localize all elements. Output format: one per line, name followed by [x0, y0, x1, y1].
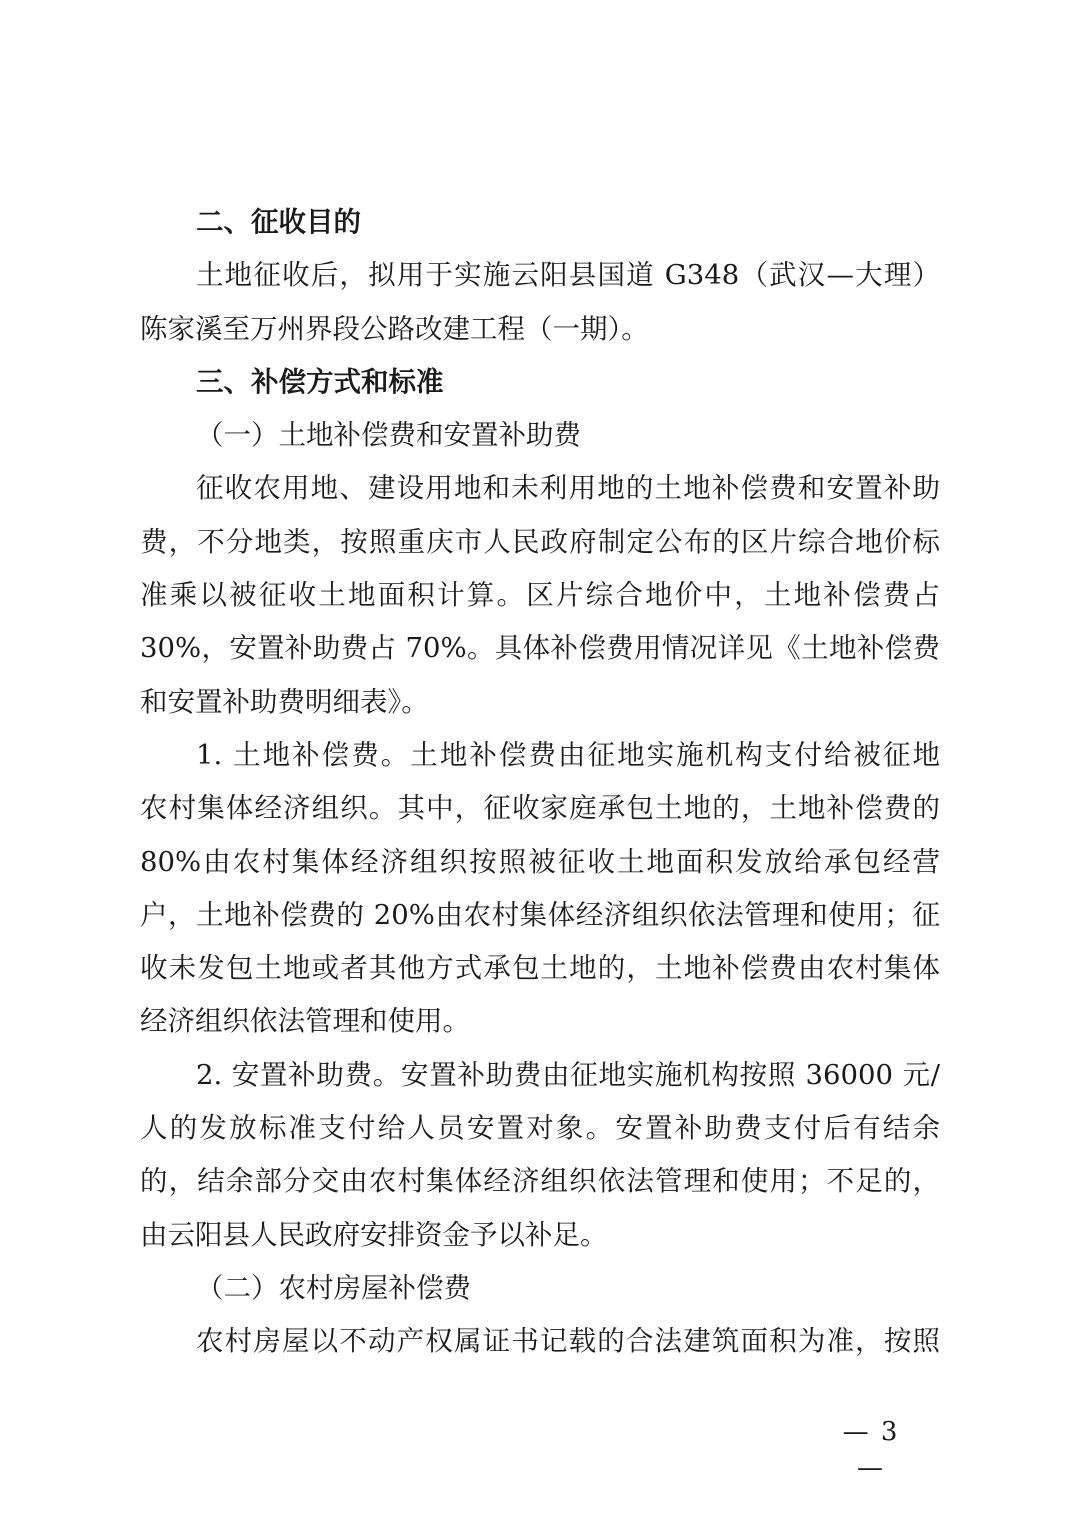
document-page — [140, 196, 940, 1369]
paragraph-line: 陈家溪至万州界段公路改建工程（一期）。 — [140, 312, 649, 345]
paragraph-line: 的，结余部分交由农村集体经济组织依法管理和使用；不足的， — [140, 1165, 940, 1198]
paragraph-line: 1. 土地补偿费。土地补偿费由征地实施机构支付给被征地 — [196, 738, 940, 771]
paragraph-line: 和安置补助费明细表》。 — [140, 685, 429, 718]
paragraph-line: 准乘以被征收土地面积计算。区片综合地价中，土地补偿费占 — [140, 579, 940, 612]
paragraph-line: 由云阳县人民政府安排资金予以补足。 — [140, 1218, 608, 1251]
page-number: — 3 — — [842, 1417, 900, 1483]
paragraph-line: 农村房屋以不动产权属证书记载的合法建筑面积为准，按照 — [196, 1325, 940, 1358]
paragraph-line: 80%由农村集体经济组织按照被征收土地面积发放给承包经营 — [140, 845, 940, 878]
paragraph-line: 人的发放标准支付给人员安置对象。安置补助费支付后有结余 — [140, 1112, 940, 1145]
paragraph-line: 土地征收后，拟用于实施云阳县国道 G348（武汉—大理） — [196, 259, 940, 292]
paragraph-line: 30%，安置补助费占 70%。具体补偿费用情况详见《土地补偿费 — [140, 632, 940, 665]
subsection-heading-land-compensation: （一）土地补偿费和安置补助费 — [196, 419, 581, 452]
paragraph-line: 费，不分地类，按照重庆市人民政府制定公布的区片综合地价标 — [140, 525, 940, 558]
paragraph-line: 收未发包土地或者其他方式承包土地的，土地补偿费由农村集体 — [140, 952, 940, 985]
subsection-heading-house-compensation: （二）农村房屋补偿费 — [196, 1271, 471, 1304]
paragraph-line: 户，土地补偿费的 20%由农村集体经济组织依法管理和使用；征 — [140, 898, 940, 931]
paragraph-line: 征收农用地、建设用地和未利用地的土地补偿费和安置补助 — [196, 472, 940, 505]
section-heading-compensation: 三、补偿方式和标准 — [196, 365, 444, 398]
section-heading-purpose: 二、征收目的 — [196, 206, 361, 238]
paragraph-line: 农村集体经济组织。其中，征收家庭承包土地的，土地补偿费的 — [140, 792, 940, 825]
paragraph-line: 经济组织依法管理和使用。 — [140, 1005, 470, 1038]
paragraph-line: 2. 安置补助费。安置补助费由征地实施机构按照 36000 元/ — [196, 1058, 940, 1091]
